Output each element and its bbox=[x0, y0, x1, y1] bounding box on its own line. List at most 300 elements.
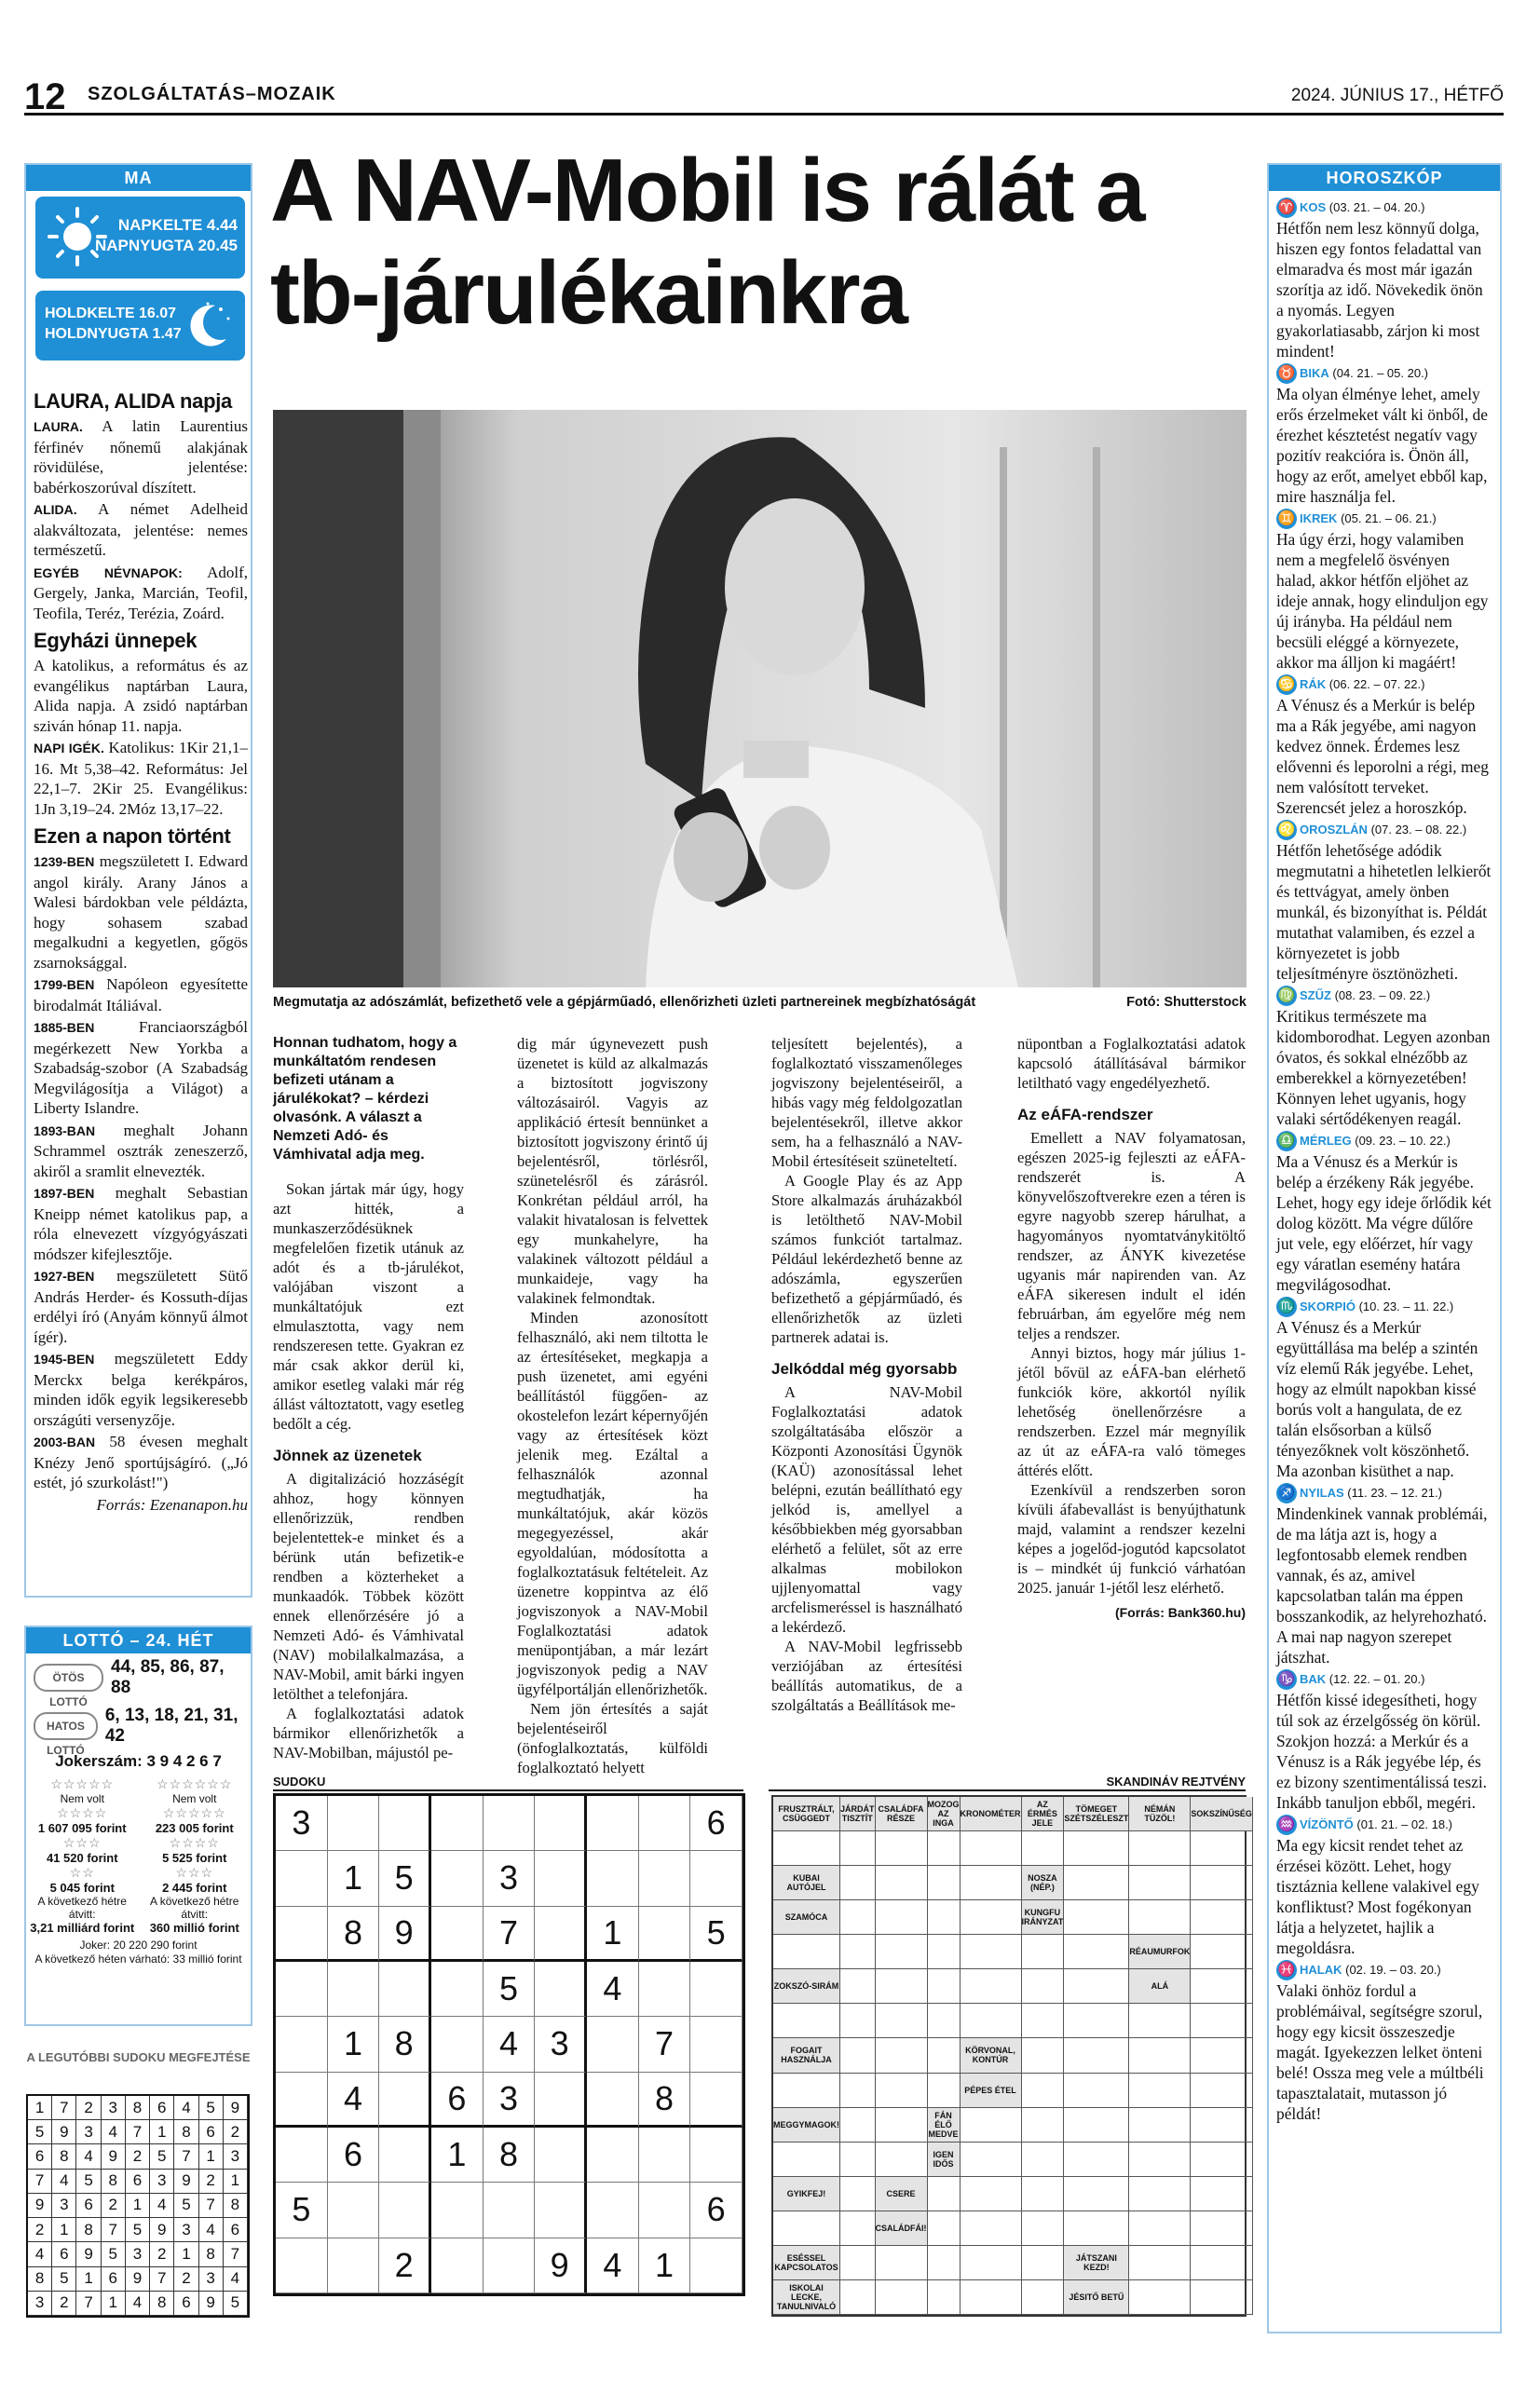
solution-cell: 5 bbox=[150, 2144, 174, 2169]
sudoku-cell: 6 bbox=[431, 2073, 484, 2128]
crossword-cell[interactable] bbox=[1022, 2143, 1065, 2177]
crossword-cell[interactable] bbox=[928, 2211, 961, 2246]
crossword-cell[interactable] bbox=[876, 1866, 928, 1900]
crossword-cell[interactable] bbox=[1191, 2004, 1253, 2038]
prize-line: A következő hétre átvitt: bbox=[150, 1895, 239, 1921]
crossword-clue: NOSZA (NÉP.) bbox=[1022, 1866, 1065, 1900]
sudoku-cell: 5 bbox=[379, 1851, 431, 1906]
sudoku-cell[interactable] bbox=[690, 2073, 743, 2128]
sudoku-cell: 5 bbox=[484, 1962, 536, 2017]
crossword-cell[interactable] bbox=[1191, 1900, 1253, 1935]
horoscope-text: Hétfőn kissé idegesítheti, hogy túl sok az érzelgősség ön körül. Szokjon hozzá: a Merkúr és a Vénusz is a Rák jegyébe lép, és ez bizony szentimentálissá teszi. Inkább tanuljon ebből, megéri. bbox=[1276, 1691, 1488, 1812]
prize-line: 5 045 forint bbox=[49, 1881, 115, 1895]
sudoku-cell[interactable] bbox=[328, 1796, 380, 1851]
horoscope-text: A Vénusz és a Merkúr együttállása ma belép a szintén víz elemű Rák jegyébe. Lehet, hogy az elmúlt napokban kissé borús volt a hangulata, de ez talán elsősorban a külső tényezőknek volt köszönhető. Ma azonban kisüthet a nap. bbox=[1276, 1318, 1478, 1480]
crossword-cell[interactable] bbox=[1191, 2177, 1253, 2211]
sudoku-cell[interactable] bbox=[690, 2238, 743, 2293]
horoscope-entry bbox=[1276, 1958, 1492, 2124]
crossword-cell[interactable] bbox=[1064, 2074, 1129, 2108]
solution-cell: 4 bbox=[52, 2170, 76, 2194]
photo-credit: Fotó: Shutterstock bbox=[1126, 995, 1247, 1010]
zodiac-name: SZŰZ bbox=[1300, 988, 1331, 1002]
crossword-cell[interactable] bbox=[1064, 1866, 1129, 1900]
prize-line: A következő hétre átvitt: bbox=[37, 1895, 127, 1921]
article-paragraph: Annyi biztos, hogy már július 1-jétől bővül az eÁFA-ban elérhető funkciók köre, akkortól nyílik lehetőség önellenőrzésre a rendszerben. Ezzel már megnyílik az út az eÁFA-ra való tömeges áttérés előtt. bbox=[1017, 1344, 1246, 1479]
otos-lotto-row bbox=[26, 1653, 251, 1708]
crossword-cell[interactable] bbox=[876, 2004, 928, 2038]
crossword-cell[interactable] bbox=[840, 1900, 876, 1935]
sudoku-cell: 5 bbox=[690, 1907, 743, 1962]
solution-cell: 1 bbox=[102, 2292, 126, 2316]
crossword-cell[interactable] bbox=[1191, 1969, 1253, 2004]
crossword-cell[interactable] bbox=[840, 2038, 876, 2073]
crossword-cell[interactable] bbox=[876, 2280, 928, 2315]
solution-cell: 2 bbox=[52, 2292, 76, 2316]
horoscope-entry bbox=[1276, 1129, 1492, 1295]
solution-cell: 3 bbox=[52, 2194, 76, 2218]
solution-cell: 5 bbox=[28, 2120, 52, 2144]
crossword-clue: JÁTSZANI KEZD! bbox=[1064, 2246, 1129, 2280]
crossword-clue: FRUSZTRÁLT, CSÜGGEDT bbox=[773, 1797, 840, 1831]
today-label: MA bbox=[26, 165, 251, 191]
article-column-1 bbox=[273, 1034, 464, 1762]
crossword-cell[interactable] bbox=[1129, 2108, 1191, 2143]
crossword-cell[interactable] bbox=[961, 2177, 1022, 2211]
crossword-cell[interactable] bbox=[1064, 2211, 1129, 2246]
article-paragraph: dig már úgynevezett push üzenetet is küld az alkalmazás a biztosított jogviszony változásairól. Vagyis az applikáció értesít bennünket a biztosított jogviszony érintő új bejelentésről, törlésről, szünetelésről és zárásról. Konkrétan például arról, ha valakit hivatalosan is felvettek egy munkahelyre, ha valakinek változott például a munkaideje, vagy ha valakinek felmondtak. bbox=[517, 1035, 708, 1307]
crossword-cell[interactable] bbox=[773, 1831, 840, 1866]
crossword-cell[interactable] bbox=[1191, 2143, 1253, 2177]
crossword-clue: CSERE bbox=[876, 2177, 928, 2211]
solution-cell: 2 bbox=[102, 2194, 126, 2218]
article-source: (Forrás: Bank360.hu) bbox=[1114, 1605, 1246, 1620]
crossword-cell[interactable] bbox=[1022, 1969, 1065, 2004]
sudoku-cell[interactable] bbox=[535, 1907, 587, 1962]
sudoku-cell: 9 bbox=[379, 1907, 431, 1962]
sudoku-cell[interactable] bbox=[276, 2238, 328, 2293]
crossword-cell[interactable] bbox=[1129, 2246, 1191, 2280]
horoscope-entry bbox=[1276, 1813, 1492, 1958]
sudoku-cell[interactable] bbox=[587, 2073, 639, 2128]
article-paragraph: A NAV-Mobil Foglalkoztatási adatok szolgáltatásába először a Központi Azonosítási Ügynök (KAÜ) azonosítással lehet belépni, ezután beállítható egy jelkód is, amellyel a későbbiekben még gyorsabban elérhető a felület, sőt az erre alkalmas mobilokon ujjlenyomattal vagy arcfelismeréssel is használható a lekérdező. bbox=[771, 1383, 962, 1636]
caption-text: Megmutatja az adószámlát, befizethető vele a gépjárműadó, ellenőrizheti üzleti partnereinek megbízhatóságát bbox=[273, 995, 976, 1010]
crossword-clue: SZAMÓCA bbox=[773, 1900, 840, 1935]
crossword-cell[interactable] bbox=[840, 1969, 876, 2004]
sudoku-cell[interactable] bbox=[431, 1962, 484, 2017]
article-paragraph: teljesített bejelentés), a foglalkoztató visszamenőleges jogviszony bejelentéseiről, a hibás vagy még feldolgozatlan bejelentésekről, illetve akkor sem, ha a felhasználó a NAV-Mobil értesítéseit szüneteltetí. bbox=[771, 1035, 962, 1170]
zodiac-dates: (01. 21. – 02. 18.) bbox=[1353, 1817, 1453, 1831]
horoscope-text: Ha úgy érzi, hogy valamiben nem a megfelelő ösvényen halad, akkor hétfőn eljöhet az ideje annak, hogy elinduljon egy új irányba. Ha például nem becsüli eléggé a környezete, akkor ma álljon ki magáért! bbox=[1276, 530, 1489, 672]
sudoku-cell[interactable] bbox=[484, 2183, 536, 2238]
sudoku-cell[interactable] bbox=[379, 2183, 431, 2238]
sudoku-cell[interactable] bbox=[535, 2073, 587, 2128]
crossword-clue: TÖMEGET SZÉTSZÉLESZT bbox=[1064, 1797, 1129, 1831]
sudoku-cell: 4 bbox=[484, 2017, 536, 2072]
woman-with-phone-image bbox=[273, 410, 1247, 987]
crossword-clue: RÉAUMURFOK bbox=[1129, 1935, 1191, 1969]
crossword-cell[interactable] bbox=[1064, 2108, 1129, 2143]
sudoku-cell[interactable] bbox=[379, 1962, 431, 2017]
sudoku-cell[interactable] bbox=[328, 2183, 380, 2238]
verses-text: Katolikus: 1Kir 21,1–16. Mt 5,38–42. Református: Jel 22,1–7. 2Kir 25. Evangélikus: 1Jn 3,19–24. 2Móz 13,17–22. bbox=[34, 739, 248, 818]
crossword-cell[interactable] bbox=[1191, 2074, 1253, 2108]
solution-cell: 9 bbox=[150, 2218, 174, 2242]
crossword-cell[interactable] bbox=[1022, 2074, 1065, 2108]
crossword-cell[interactable] bbox=[1129, 1900, 1191, 1935]
solution-cell: 2 bbox=[150, 2242, 174, 2266]
solution-cell: 7 bbox=[199, 2194, 224, 2218]
zodiac-dates: (06. 22. – 07. 22.) bbox=[1326, 677, 1425, 691]
page-number: 12 bbox=[24, 76, 66, 117]
crossword-cell[interactable] bbox=[961, 2246, 1022, 2280]
crossword-cell[interactable] bbox=[1022, 2177, 1065, 2211]
sudoku-cell[interactable] bbox=[587, 1796, 639, 1851]
sudoku-cell[interactable] bbox=[690, 2017, 743, 2072]
crossword-cell[interactable] bbox=[1129, 2280, 1191, 2315]
crossword-cell[interactable] bbox=[1064, 1831, 1129, 1866]
solution-cell: 3 bbox=[102, 2096, 126, 2120]
crossword-cell[interactable] bbox=[773, 2143, 840, 2177]
crossword-cell[interactable] bbox=[1064, 1900, 1129, 1935]
article-paragraph: Minden azonosított felhasználó, aki nem tiltotta le az értesítéseket, megkapja a push üzenetet, ami egyéni beállítástól függően- az okostelefon lezárt képernyőjén vagy az értesítések közt jelenik meg. Ezáltal a felhasználók azonnal megtudhatják, ha munkáltatójuk, akár közös megegyezéssel, akár egyoldalúan, módosította a foglalkoztatásuk feltételeit. Az üzenetre koppintva az élő jogviszonyok a NAV-Mobil Foglalkoztatási adatok menüpontjában, a már lezárt jogviszonyok pedig a NAV ügyfélportálján ellenőrizhetők. bbox=[517, 1309, 708, 1698]
sudoku-cell[interactable] bbox=[690, 1962, 743, 2017]
crossword-cell[interactable] bbox=[1022, 2246, 1065, 2280]
sudoku-solution-title: A LEGUTÓBBI SUDOKU MEGFEJTÉSE bbox=[26, 2050, 251, 2064]
horoscope-text: Valaki önhöz fordul a problémáival, segítségre szorul, hogy egy kicsit összeszedje magát. Igyekezzen lelket önteni belé! Ossza meg vele a múltbéli tapasztalatait, mutasson jó példát! bbox=[1276, 1981, 1484, 2123]
history-source: Forrás: Ezenanapon.hu bbox=[96, 1495, 248, 1514]
sudoku-cell: 2 bbox=[379, 2238, 431, 2293]
sudoku-cell: 8 bbox=[639, 2073, 691, 2128]
crossword-grid bbox=[771, 1795, 1252, 2317]
history-item: 1945-BEN megszületett Eddy Merckx belga kerékpáros, minden idők egyik legsikeresebb országúti versenyzője. bbox=[34, 1350, 248, 1429]
zodiac-sign-icon: ♐ bbox=[1276, 1483, 1297, 1503]
zodiac-dates: (07. 23. – 08. 22.) bbox=[1367, 823, 1467, 837]
crossword-cell[interactable] bbox=[1064, 2143, 1129, 2177]
sudoku-cell[interactable] bbox=[379, 1796, 431, 1851]
crossword-cell[interactable] bbox=[1064, 2004, 1129, 2038]
zodiac-sign-icon: ♈ bbox=[1276, 197, 1297, 218]
solution-cell: 1 bbox=[76, 2267, 101, 2292]
sudoku-cell[interactable] bbox=[587, 2183, 639, 2238]
zodiac-dates: (11. 23. – 12. 21.) bbox=[1343, 1486, 1442, 1500]
crossword-cell[interactable] bbox=[840, 2280, 876, 2315]
crossword-cell[interactable] bbox=[1129, 2177, 1191, 2211]
crossword-cell[interactable] bbox=[840, 2108, 876, 2143]
article-photo bbox=[273, 410, 1247, 987]
crossword-cell[interactable] bbox=[876, 1935, 928, 1969]
crossword-cell[interactable] bbox=[1064, 2038, 1129, 2073]
crossword-cell[interactable] bbox=[961, 1900, 1022, 1935]
sudoku-cell[interactable] bbox=[535, 2183, 587, 2238]
solution-cell: 5 bbox=[76, 2170, 101, 2194]
solution-cell: 4 bbox=[126, 2292, 150, 2316]
sudoku-cell[interactable] bbox=[276, 1907, 328, 1962]
crossword-cell[interactable] bbox=[961, 2004, 1022, 2038]
crossword-cell[interactable] bbox=[1129, 2074, 1191, 2108]
crossword-cell[interactable] bbox=[1129, 2004, 1191, 2038]
crossword-cell[interactable] bbox=[773, 2074, 840, 2108]
zodiac-dates: (05. 21. – 06. 21.) bbox=[1337, 511, 1437, 525]
crossword-clue: IGEN IDŐS bbox=[928, 2143, 961, 2177]
crossword-cell[interactable] bbox=[876, 1900, 928, 1935]
history-item: 1799-BEN Napóleon egyesítette birodalmát Itáliával. bbox=[34, 975, 248, 1014]
sudoku-cell[interactable] bbox=[535, 1962, 587, 2017]
moon-panel bbox=[35, 291, 245, 361]
crossword-cell[interactable] bbox=[961, 2211, 1022, 2246]
solution-cell: 8 bbox=[102, 2170, 126, 2194]
sudoku-cell[interactable] bbox=[535, 1796, 587, 1851]
stars-icon: ☆☆ bbox=[69, 1865, 95, 1880]
zodiac-dates: (12. 22. – 01. 20.) bbox=[1326, 1672, 1425, 1686]
crossword-cell[interactable] bbox=[840, 1935, 876, 1969]
solution-cell: 4 bbox=[28, 2242, 52, 2266]
solution-cell: 5 bbox=[224, 2292, 248, 2316]
solution-cell: 5 bbox=[199, 2096, 224, 2120]
crossword-cell[interactable] bbox=[840, 2246, 876, 2280]
article-lead: Honnan tudhatom, hogy a munkáltatóm rendesen befizeti utánam a járulékokat? – kérdezi olvasónk. A választ a Nemzeti Adó- és Vámhivatal adja meg. bbox=[273, 1035, 457, 1163]
crossword-cell[interactable] bbox=[1129, 1831, 1191, 1866]
crossword-cell[interactable] bbox=[840, 2177, 876, 2211]
crossword-cell[interactable] bbox=[1022, 2108, 1065, 2143]
article-paragraph: A Google Play és az App Store alkalmazás áruházakból is letölthető NAV-Mobil számos funkciót tartalmaz. Például lekérdezhető benne az adószámla, egyszerűen befizethető a gépjárműadó, és ellenőrizhetők az üzleti partnerek adatai is. bbox=[771, 1172, 962, 1346]
sudoku-cell[interactable] bbox=[379, 2073, 431, 2128]
crossword-cell[interactable] bbox=[840, 1866, 876, 1900]
hatos-lotto-logo: HATOS LOTTÓ bbox=[34, 1712, 98, 1740]
zodiac-sign-icon: ♌ bbox=[1276, 820, 1297, 840]
sudoku-cell[interactable] bbox=[639, 1907, 691, 1962]
article-paragraph: Sokan jártak már úgy, hogy azt hitték, a munkaszerződésüknek megfelelően fizetik utánuk az adót és a tb-járulékot, valójában viszont a munkáltatójuk ezt elmulasztotta, vagy nem rendszeresen tette. Gyakran ez már csak akkor derül ki, amikor esetleg valaki már rég állást változtatott, vagy esetleg bedőlt a cég. bbox=[273, 1180, 464, 1433]
horoscope-entry bbox=[1276, 1667, 1492, 1813]
crossword-cell[interactable] bbox=[928, 2004, 961, 2038]
sudoku-cell: 3 bbox=[535, 2017, 587, 2072]
crossword-cell[interactable] bbox=[961, 1866, 1022, 1900]
sudoku-cell[interactable] bbox=[587, 1851, 639, 1906]
article-paragraph: Emellett a NAV folyamatosan, egészen 2025-ig fejleszti az eÁFA-rendszerét is. A könyvelőszoftverekre ezen a téren is egyre nagyobb szerep hárulhat, a hagyományos nyomtatványkitöltő rendszer, az ÁNYK kivezetése ugyanis már napirenden van. Az eÁFA sikeresen indult el idén februárban, ám egyelőre még nem teljes a rendszer. bbox=[1017, 1129, 1246, 1342]
sudoku-cell[interactable] bbox=[379, 2128, 431, 2183]
crossword-cell[interactable] bbox=[876, 2108, 928, 2143]
horoscope-text: Hétfőn nem lesz könnyű dolga, hiszen egy fontos feladattal van elmaradva és most már igazán szorítja az idő. Növekedik önön a nyomás. Legyen gyakorlatiasabb, zárjon ki most mindent! bbox=[1276, 219, 1483, 361]
crossword-cell[interactable] bbox=[1022, 2038, 1065, 2073]
sudoku-cell[interactable] bbox=[535, 1851, 587, 1906]
zodiac-name: VÍZÖNTŐ bbox=[1300, 1817, 1354, 1831]
crossword-cell[interactable] bbox=[1191, 2211, 1253, 2246]
subheading: Az eÁFA-rendszer bbox=[1017, 1106, 1153, 1123]
subheading: Jelkóddal még gyorsabb bbox=[771, 1360, 958, 1378]
sudoku-cell[interactable] bbox=[328, 1962, 380, 2017]
crossword-clue: AZ ÉRMÉS JELE bbox=[1022, 1797, 1065, 1831]
sudoku-cell[interactable] bbox=[535, 2128, 587, 2183]
sudoku-cell[interactable] bbox=[484, 1796, 536, 1851]
crossword-cell[interactable] bbox=[840, 2074, 876, 2108]
sudoku-cell: 1 bbox=[328, 2017, 380, 2072]
verses-key: NAPI IGÉK. bbox=[34, 741, 104, 755]
crossword-cell[interactable] bbox=[928, 1969, 961, 2004]
sudoku-cell[interactable] bbox=[587, 2017, 639, 2072]
sudoku-cell[interactable] bbox=[276, 2128, 328, 2183]
crossword-cell[interactable] bbox=[1064, 1935, 1129, 1969]
crossword-cell[interactable] bbox=[876, 2038, 928, 2073]
sudoku-cell[interactable] bbox=[639, 2128, 691, 2183]
sudoku-cell[interactable] bbox=[431, 2238, 484, 2293]
crossword-cell[interactable] bbox=[840, 2143, 876, 2177]
crossword-cell[interactable] bbox=[1191, 2038, 1253, 2073]
crossword-cell[interactable] bbox=[773, 1935, 840, 1969]
crossword-cell[interactable] bbox=[1191, 1866, 1253, 1900]
sudoku-cell: 8 bbox=[328, 1907, 380, 1962]
prize-line: 223 005 forint bbox=[155, 1821, 234, 1835]
crossword-cell[interactable] bbox=[961, 2108, 1022, 2143]
crossword-cell[interactable] bbox=[876, 2074, 928, 2108]
crossword-cell[interactable] bbox=[1191, 2280, 1253, 2315]
horoscope-text: Ma egy kicsit rendet tehet az érzései között. Lehet, hogy tisztáznia kellene valakivel egy konfliktust? Most fogékonyan látja a helyzetet, hajlik a megoldásra. bbox=[1276, 1836, 1479, 1957]
crossword-clue: JÉSITŐ BETŰ bbox=[1064, 2280, 1129, 2315]
crossword-cell[interactable] bbox=[961, 2280, 1022, 2315]
crossword-cell[interactable] bbox=[876, 2246, 928, 2280]
crossword-cell[interactable] bbox=[773, 2004, 840, 2038]
moon-icon bbox=[180, 298, 236, 354]
subheading: Jönnek az üzenetek bbox=[273, 1447, 422, 1464]
crossword-cell[interactable] bbox=[1129, 1866, 1191, 1900]
crossword-cell[interactable] bbox=[961, 1831, 1022, 1866]
solution-cell: 4 bbox=[174, 2096, 198, 2120]
solution-cell: 1 bbox=[224, 2170, 248, 2194]
crossword-cell[interactable] bbox=[1129, 2211, 1191, 2246]
crossword-clue: ISKOLAI LECKE, TANULNIVALÓ bbox=[773, 2280, 840, 2315]
crossword-cell[interactable] bbox=[773, 2211, 840, 2246]
solution-cell: 8 bbox=[126, 2096, 150, 2120]
crossword-cell[interactable] bbox=[1022, 1831, 1065, 1866]
crossword-cell[interactable] bbox=[1191, 1935, 1253, 1969]
sudoku-cell[interactable] bbox=[431, 1851, 484, 1906]
history-item: 2003-BAN 58 évesen meghalt Knézy Jenő sportújságíró. („Jó estét, jó szurkolást!") bbox=[34, 1433, 248, 1491]
church-text: A katolikus, a református és az evangélikus naptárban Laura, Alida napja. A zsidó naptárban sziván hónap 11. napja. bbox=[34, 657, 248, 735]
solution-cell: 8 bbox=[199, 2242, 224, 2266]
solution-cell: 5 bbox=[52, 2267, 76, 2292]
sudoku-cell[interactable] bbox=[276, 1962, 328, 2017]
crossword-cell[interactable] bbox=[1022, 1935, 1065, 1969]
zodiac-name: SKORPIÓ bbox=[1300, 1299, 1356, 1313]
zodiac-dates: (02. 19. – 03. 20.) bbox=[1342, 1963, 1441, 1977]
joker-number: Jokerszám: 3 9 4 2 6 7 bbox=[55, 1752, 222, 1770]
crossword-cell[interactable] bbox=[876, 2143, 928, 2177]
otos-prizes bbox=[26, 1776, 139, 1935]
crossword-cell[interactable] bbox=[1064, 1969, 1129, 2004]
horoscope-text: Ma a Vénusz és a Merkúr is belép a érzékeny Rák jegyébe. Lehet, hogy egy ideje őrlődik két dolog között. Ma végre dűlőre jut vele, egy előérzet, hír vagy egy váratlan esemény határa megvilágosodhat. bbox=[1276, 1152, 1492, 1294]
crossword-cell[interactable] bbox=[961, 1969, 1022, 2004]
sudoku-cell[interactable] bbox=[276, 2073, 328, 2128]
crossword-cell[interactable] bbox=[928, 2074, 961, 2108]
sudoku-cell[interactable] bbox=[690, 1851, 743, 1906]
sudoku-cell[interactable] bbox=[690, 2128, 743, 2183]
sudoku-header bbox=[273, 1775, 743, 1791]
stars-icon: ☆☆☆☆☆ bbox=[50, 1776, 115, 1791]
crossword-cell[interactable] bbox=[1022, 2280, 1065, 2315]
moon-times bbox=[45, 304, 182, 345]
history-item: 1239-BEN megszületett I. Edward angol király. Arany János a Walesi bárdokban vele példázta, hogy sohasem szabad megalkudni a kegyetlen, gőgös zsarnoksággal. bbox=[34, 852, 248, 972]
sudoku-cell[interactable] bbox=[276, 2017, 328, 2072]
solution-cell: 2 bbox=[174, 2267, 198, 2292]
sudoku-cell[interactable] bbox=[276, 1851, 328, 1906]
prize-line: Nem volt bbox=[60, 1792, 104, 1805]
crossword-cell[interactable] bbox=[928, 1900, 961, 1935]
today-panel bbox=[24, 163, 252, 1598]
zodiac-name: OROSZLÁN bbox=[1300, 823, 1368, 837]
crossword-cell[interactable] bbox=[876, 1831, 928, 1866]
sudoku-cell: 5 bbox=[276, 2183, 328, 2238]
horoscope-title: HOROSZKÓP bbox=[1269, 165, 1500, 191]
sudoku-cell[interactable] bbox=[431, 1907, 484, 1962]
crossword-cell[interactable] bbox=[928, 1935, 961, 1969]
crossword-cell[interactable] bbox=[1191, 2246, 1253, 2280]
crossword-cell[interactable] bbox=[1191, 2108, 1253, 2143]
stars-icon: ☆☆☆☆ bbox=[169, 1835, 220, 1850]
solution-cell: 4 bbox=[76, 2144, 101, 2169]
sudoku-cell[interactable] bbox=[431, 2183, 484, 2238]
crossword-cell[interactable] bbox=[928, 1866, 961, 1900]
horoscope-text: Kritikus természete ma kidomborodhat. Legyen azonban óvatos, és sokkal elnézőbb az emberekkel a környezetében! Könnyen lehet ugyanis, hogy valaki sértődékenyen reagál. bbox=[1276, 1007, 1491, 1128]
crossword-cell[interactable] bbox=[961, 1935, 1022, 1969]
crossword-cell[interactable] bbox=[840, 1831, 876, 1866]
crossword-cell[interactable] bbox=[840, 2004, 876, 2038]
prize-line: Nem volt bbox=[172, 1792, 217, 1805]
crossword-clue: NÉMÁN TÜZÖL! bbox=[1129, 1797, 1191, 1831]
crossword-cell[interactable] bbox=[876, 1969, 928, 2004]
sudoku-cell[interactable] bbox=[639, 1851, 691, 1906]
crossword-cell[interactable] bbox=[1022, 2004, 1065, 2038]
sudoku-cell[interactable] bbox=[431, 2017, 484, 2072]
solution-cell: 7 bbox=[28, 2170, 52, 2194]
crossword-cell[interactable] bbox=[1129, 2038, 1191, 2073]
laura-text: A latin Laurentius férfinév nőnemű alakjának rövidülése, jelentése: babérkoszorúval díszített. bbox=[34, 417, 248, 497]
crossword-cell[interactable] bbox=[1191, 1831, 1253, 1866]
sudoku-title: SUDOKU bbox=[273, 1775, 326, 1789]
crossword-cell[interactable] bbox=[1022, 2211, 1065, 2246]
crossword-cell[interactable] bbox=[1129, 2143, 1191, 2177]
solution-cell: 3 bbox=[28, 2292, 52, 2316]
solution-cell: 6 bbox=[224, 2218, 248, 2242]
zodiac-name: KOS bbox=[1300, 200, 1327, 214]
sudoku-cell[interactable] bbox=[431, 1796, 484, 1851]
solution-cell: 9 bbox=[199, 2292, 224, 2316]
crossword-cell[interactable] bbox=[928, 2246, 961, 2280]
zodiac-name: HALAK bbox=[1300, 1963, 1342, 1977]
zodiac-name: BAK bbox=[1300, 1672, 1327, 1686]
crossword-cell[interactable] bbox=[928, 2038, 961, 2073]
sudoku-cell[interactable] bbox=[639, 1962, 691, 2017]
otos-lotto-numbers: 44, 85, 86, 87, 88 bbox=[111, 1657, 225, 1697]
crossword-cell[interactable] bbox=[1064, 2177, 1129, 2211]
sudoku-cell[interactable] bbox=[639, 1796, 691, 1851]
crossword-cell[interactable] bbox=[928, 1831, 961, 1866]
nameday-section bbox=[34, 384, 248, 1517]
article-paragraph: Ezenkívül a rendszerben soron kívüli áfabevallást is benyújthatunk majd, valamint a rendszer kezelni képes a jogelőd-jogutód kapcsolatot is – mindkét új funkció várhatóan 2025. január 1-jétől lesz elérhető. bbox=[1017, 1481, 1246, 1597]
crossword-cell[interactable] bbox=[928, 2177, 961, 2211]
crossword-clue: FOGAIT HASZNÁLJA bbox=[773, 2038, 840, 2073]
alida-text: A német Adelheid alakváltozata, jelentése: nemes természetű. bbox=[34, 500, 248, 559]
prize-line: 1 607 095 forint bbox=[37, 1821, 127, 1835]
sudoku-cell[interactable] bbox=[639, 2183, 691, 2238]
zodiac-dates: (10. 23. – 11. 22.) bbox=[1355, 1299, 1454, 1313]
sudoku-cell[interactable] bbox=[484, 2238, 536, 2293]
crossword-cell[interactable] bbox=[840, 2211, 876, 2246]
crossword-cell[interactable] bbox=[961, 2143, 1022, 2177]
sudoku-cell[interactable] bbox=[587, 2128, 639, 2183]
zodiac-name: NYILAS bbox=[1300, 1486, 1344, 1500]
solution-cell: 9 bbox=[52, 2120, 76, 2144]
crossword-cell[interactable] bbox=[928, 2280, 961, 2315]
sudoku-cell[interactable] bbox=[328, 2238, 380, 2293]
crossword-clue: ZOKSZÓ-SIRÁM bbox=[773, 1969, 840, 2004]
